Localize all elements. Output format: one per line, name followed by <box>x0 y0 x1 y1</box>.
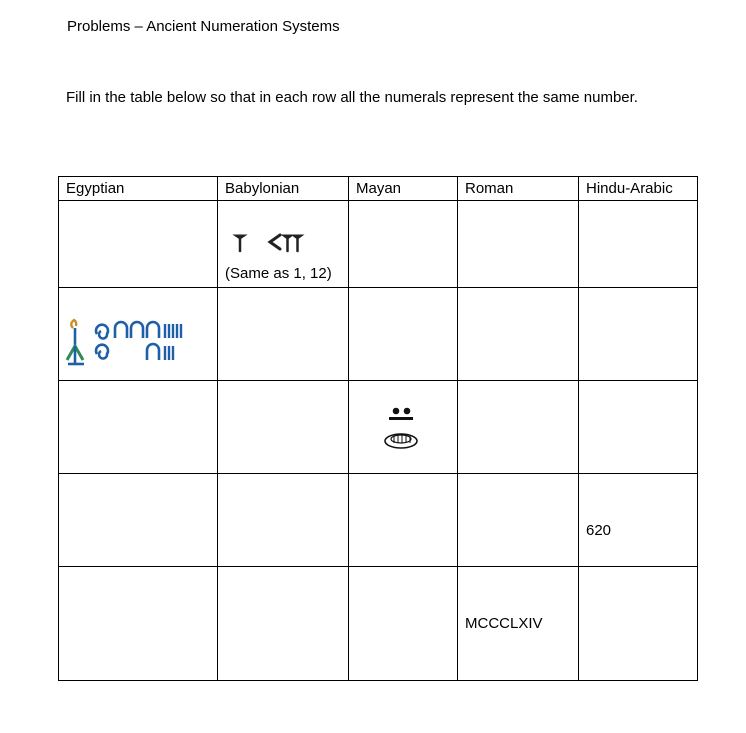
header-mayan: Mayan <box>349 177 458 201</box>
cell-mayan[interactable] <box>349 474 458 567</box>
cell-roman[interactable] <box>458 381 579 474</box>
cell-egyptian[interactable] <box>59 474 218 567</box>
table-row <box>59 381 698 474</box>
header-roman: Roman <box>458 177 579 201</box>
hindu-arabic-value: 620 <box>586 522 612 539</box>
cell-hindu-arabic <box>579 474 698 567</box>
cell-mayan[interactable] <box>349 288 458 381</box>
cell-babylonian <box>218 201 349 288</box>
roman-value: MCCCLXIV <box>465 615 543 632</box>
cell-mayan[interactable] <box>349 201 458 288</box>
header-babylonian: Babylonian <box>218 177 349 201</box>
cell-mayan <box>349 381 458 474</box>
numeration-table <box>58 176 698 681</box>
page-title: Problems – Ancient Numeration Systems <box>67 18 340 35</box>
cell-egyptian[interactable] <box>59 201 218 288</box>
cell-roman[interactable] <box>458 288 579 381</box>
cell-babylonian[interactable] <box>218 288 349 381</box>
mayan-numeral-icon <box>383 403 423 453</box>
cell-hindu-arabic[interactable] <box>579 567 698 681</box>
table-row <box>59 567 698 681</box>
cell-hindu-arabic[interactable] <box>579 381 698 474</box>
cell-roman[interactable] <box>458 474 579 567</box>
instructions: Fill in the table below so that in each row all the numerals represent the same number. <box>66 89 638 106</box>
cell-roman <box>458 567 579 681</box>
egyptian-hieroglyph-numeral-icon <box>63 314 213 370</box>
cell-egyptian[interactable] <box>59 381 218 474</box>
header-hindu-arabic: Hindu-Arabic <box>579 177 698 201</box>
cell-roman[interactable] <box>458 201 579 288</box>
cuneiform-1-12-icon <box>226 229 316 253</box>
cell-babylonian[interactable] <box>218 567 349 681</box>
cell-mayan[interactable] <box>349 567 458 681</box>
cell-babylonian[interactable] <box>218 381 349 474</box>
header-egyptian: Egyptian <box>59 177 218 201</box>
table-row <box>59 474 698 567</box>
cell-hindu-arabic[interactable] <box>579 201 698 288</box>
table-row <box>59 288 698 381</box>
table-row <box>59 201 698 288</box>
cell-hindu-arabic[interactable] <box>579 288 698 381</box>
cell-babylonian[interactable] <box>218 474 349 567</box>
cell-egyptian[interactable] <box>59 567 218 681</box>
cell-egyptian <box>59 288 218 381</box>
babylonian-note: (Same as 1, 12) <box>225 265 332 282</box>
header-row <box>59 177 698 201</box>
